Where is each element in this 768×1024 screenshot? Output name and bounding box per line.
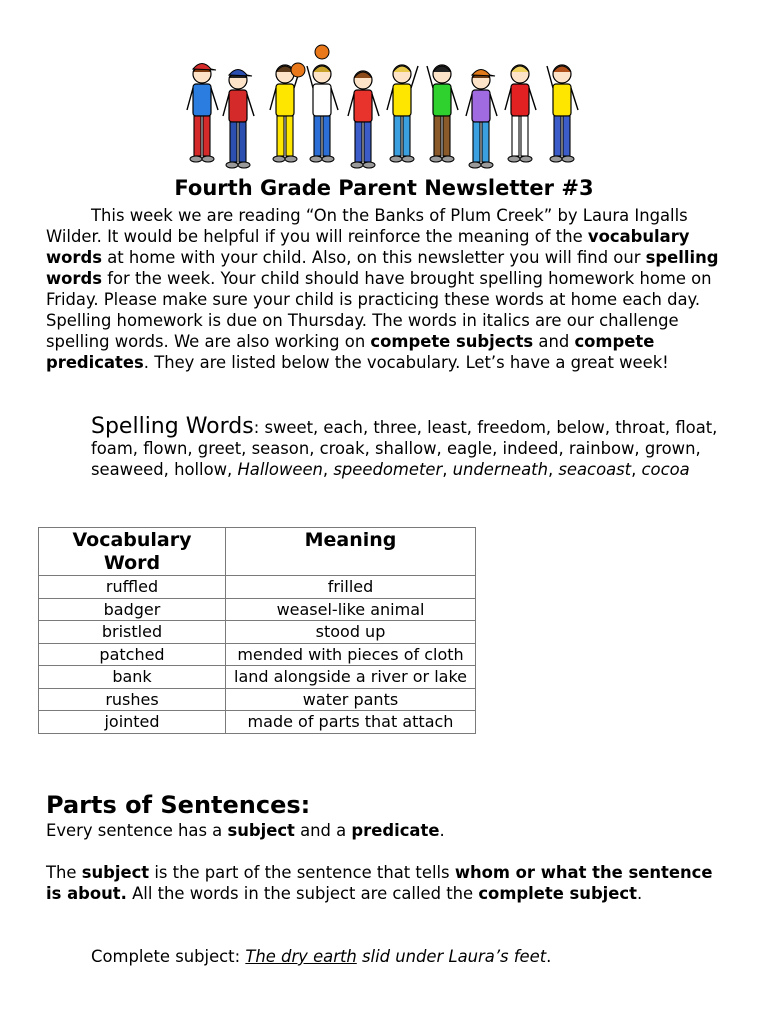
- subject-definition: [46, 862, 726, 904]
- table-row: [39, 576, 476, 599]
- table-row: [39, 621, 476, 644]
- child-figure: [466, 70, 497, 169]
- column-header-word: Vocabulary Word: [39, 528, 226, 576]
- separator: ,: [322, 460, 334, 479]
- spelling-section: [91, 416, 731, 480]
- parts-of-sentences-heading: Parts of Sentences:: [46, 791, 311, 819]
- child-figure: [505, 65, 536, 162]
- child-figure: [187, 64, 218, 163]
- intro-text-5: . They are listed below the vocabulary. Let’s have a great week!: [143, 353, 669, 372]
- text: .: [439, 821, 445, 840]
- example-label: Complete subject:: [91, 947, 246, 966]
- text: is the part of the sentence that tells: [149, 863, 455, 882]
- vocab-word: patched: [39, 643, 226, 666]
- spelling-words: sweet, each, three, least, freedom, below, throat, float, foam, flown, greet, season, croak, shallow, eagle, indeed, rainbow, grown, seaweed, hollow,: [91, 418, 718, 479]
- example-rest: slid under Laura’s feet: [356, 947, 547, 966]
- vocab-word: rushes: [39, 688, 226, 711]
- challenge-word: underneath: [452, 460, 548, 479]
- children-illustration: [180, 40, 590, 180]
- vocab-word: bristled: [39, 621, 226, 644]
- example-subject: The dry earth: [245, 947, 357, 966]
- example-period: .: [546, 947, 552, 966]
- text: All the words in the subject are called the: [126, 884, 479, 903]
- table-row: [39, 688, 476, 711]
- vocab-meaning: made of parts that attach: [226, 711, 476, 734]
- vocab-meaning: mended with pieces of cloth: [226, 643, 476, 666]
- page-title: Fourth Grade Parent Newsletter #3: [174, 176, 594, 200]
- spelling-colon: :: [253, 418, 265, 437]
- child-figure: [387, 65, 418, 162]
- table-row: [39, 598, 476, 621]
- table-header-row: [39, 528, 476, 576]
- intro-text-2: at home with your child. Also, on this newsletter you will find our: [101, 248, 646, 267]
- child-figure: [547, 65, 578, 162]
- vocab-meaning: stood up: [226, 621, 476, 644]
- bold-subject: subject: [227, 821, 295, 840]
- complete-subject-example: [91, 946, 768, 967]
- text: and a: [294, 821, 352, 840]
- intro-bold-vocabulary: vocabulary words: [46, 227, 690, 267]
- basketball-icon: [291, 63, 305, 77]
- bold-whom-or-what: whom or what the sentence is about.: [46, 863, 713, 903]
- challenge-word: cocoa: [641, 460, 690, 479]
- separator: ,: [442, 460, 453, 479]
- subject-predicate-intro: [46, 820, 726, 841]
- vocab-meaning: frilled: [226, 576, 476, 599]
- vocab-meaning: weasel-like animal: [226, 598, 476, 621]
- challenge-word: Halloween: [237, 460, 323, 479]
- vocab-meaning: water pants: [226, 688, 476, 711]
- separator: ,: [631, 460, 642, 479]
- intro-text-1: This week we are reading “On the Banks of Plum Creek” by Laura Ingalls Wilder. It would be helpful if you will reinforce the meaning of the: [46, 206, 688, 246]
- table-row: [39, 643, 476, 666]
- intro-paragraph: [46, 205, 726, 373]
- bold-subject: subject: [81, 863, 150, 882]
- challenge-word: speedometer: [333, 460, 443, 479]
- vocab-meaning: land alongside a river or lake: [226, 666, 476, 689]
- child-figure: [223, 70, 254, 169]
- vocab-word: bank: [39, 666, 226, 689]
- child-figure: [427, 65, 458, 162]
- intro-text-4: and: [533, 332, 575, 351]
- text: The: [46, 863, 82, 882]
- challenge-word: seacoast: [558, 460, 632, 479]
- intro-text-3: for the week. Your child should have brought spelling homework home on Friday. Please make sure your child is practicing these words at home each day. Spelling homework is due on Thursday. The words in italics are our challenge spelling words. We are also working on: [46, 269, 712, 351]
- table-row: [39, 666, 476, 689]
- vocab-word: jointed: [39, 711, 226, 734]
- intro-bold-subjects: compete subjects: [370, 332, 534, 351]
- text: .: [636, 884, 643, 903]
- table-row: [39, 711, 476, 734]
- text: Every sentence has a: [46, 821, 228, 840]
- basketball-icon: [315, 45, 329, 59]
- intro-bold-spelling: spelling words: [46, 248, 719, 288]
- child-figure: [307, 65, 338, 162]
- column-header-meaning: Meaning: [226, 528, 476, 576]
- vocab-word: ruffled: [39, 576, 226, 599]
- child-figure: [348, 71, 379, 168]
- intro-bold-predicates: compete predicates: [46, 332, 655, 372]
- separator: ,: [547, 460, 559, 479]
- vocabulary-table: [38, 527, 476, 734]
- child-figure: [270, 65, 301, 162]
- vocab-word: badger: [39, 598, 226, 621]
- bold-predicate: predicate: [351, 821, 440, 840]
- spelling-heading: Spelling Words: [91, 414, 254, 439]
- bold-complete-subject: complete subject: [478, 884, 637, 903]
